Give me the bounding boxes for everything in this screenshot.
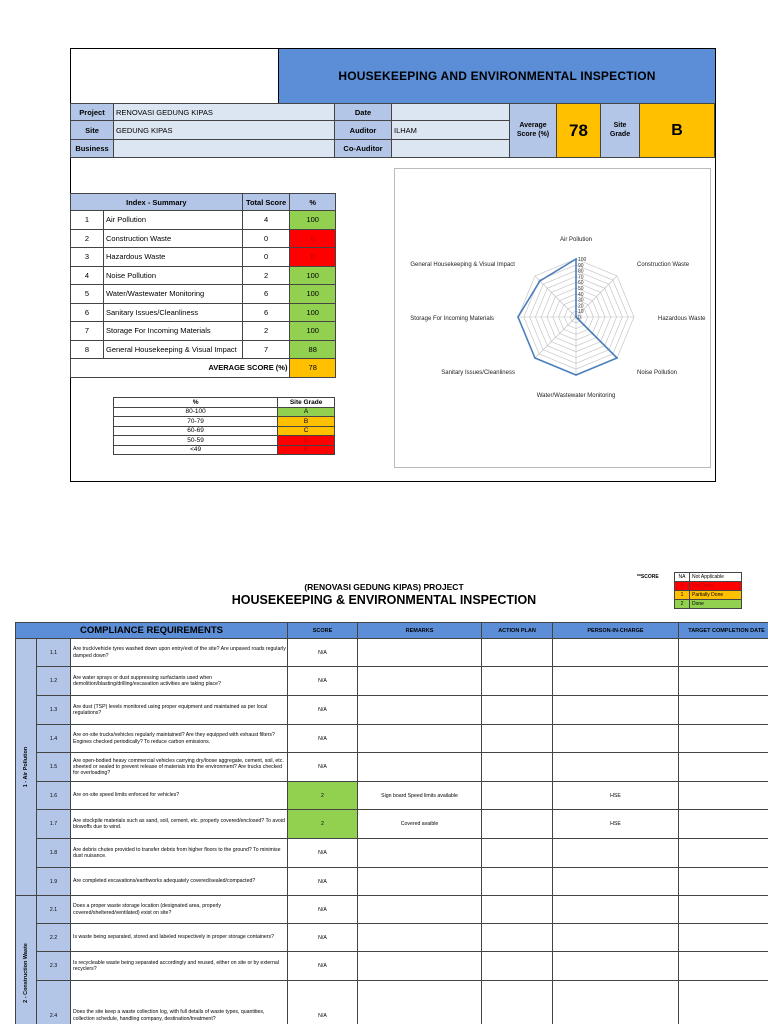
summary-header-pct: % <box>290 194 336 211</box>
person-in-charge-cell[interactable] <box>553 981 679 1024</box>
score-cell[interactable]: N/A <box>288 639 358 667</box>
grade-row <box>114 407 335 417</box>
legend-text: Not Done <box>690 582 742 591</box>
radar-axis-label: Water/Wastewater Monitoring <box>536 393 616 399</box>
summary-row <box>71 303 336 322</box>
target-date-cell[interactable] <box>679 924 768 952</box>
table-row <box>16 810 768 839</box>
target-date-cell[interactable] <box>679 896 768 924</box>
item-number: 1.5 <box>37 753 71 782</box>
summary-row-name: Construction Waste <box>104 229 243 248</box>
grade-range: 50-59 <box>114 436 278 446</box>
grade-row <box>114 417 335 427</box>
auditor-value[interactable]: ILHAM <box>391 120 510 140</box>
summary-row-score: 6 <box>242 303 290 322</box>
item-number: 1.4 <box>37 725 71 753</box>
radar-tick-label: 80 <box>578 268 584 275</box>
legend-key: NA <box>675 573 690 582</box>
score-cell[interactable]: 2 <box>288 782 358 810</box>
coauditor-label: Co-Auditor <box>334 139 392 158</box>
person-in-charge-cell[interactable] <box>553 725 679 753</box>
summary-header-index: Index - Summary <box>71 194 243 211</box>
grade-range: 80-100 <box>114 407 278 417</box>
summary-row-pct: 100 <box>290 211 336 230</box>
remarks-cell[interactable] <box>358 924 482 952</box>
summary-row-pct: 0 <box>290 229 336 248</box>
score-cell[interactable]: N/A <box>288 839 358 868</box>
summary-row-name: Sanitary Issues/Cleanliness <box>104 303 243 322</box>
action-plan-cell[interactable] <box>482 782 553 810</box>
item-number: 1.2 <box>37 667 71 696</box>
action-plan-cell[interactable] <box>482 753 553 782</box>
score-cell[interactable]: N/A <box>288 753 358 782</box>
summary-row <box>71 266 336 285</box>
legend-row <box>675 600 742 609</box>
radar-point <box>575 316 577 318</box>
requirement-text: Does a proper waste storage location (designated area, properly covered/sheltered/ventilated) exist on site? <box>71 896 288 924</box>
action-plan-cell[interactable] <box>482 924 553 952</box>
table-row <box>16 868 768 896</box>
score-cell[interactable]: N/A <box>288 952 358 981</box>
person-in-charge-cell[interactable] <box>553 696 679 725</box>
col-remarks: REMARKS <box>358 623 482 639</box>
radar-tick-label: 100 <box>578 257 587 263</box>
section-label-cell <box>16 639 37 896</box>
radar-tick-label: 20 <box>578 303 584 310</box>
business-label: Business <box>70 139 114 158</box>
summary-row-pct: 88 <box>290 340 336 359</box>
radar-point <box>539 280 541 282</box>
grade-header-pct: % <box>114 398 278 408</box>
section-label-cell <box>16 896 37 1024</box>
grade-scale-table <box>113 397 335 455</box>
score-legend-label: **SCORE <box>637 574 659 580</box>
score-cell[interactable]: N/A <box>288 667 358 696</box>
score-cell[interactable]: N/A <box>288 725 358 753</box>
radar-point <box>534 357 536 359</box>
average-score-value: 78 <box>556 103 601 158</box>
legend-text: Partially Done <box>690 591 742 600</box>
person-in-charge-cell[interactable] <box>553 753 679 782</box>
remarks-cell[interactable] <box>358 753 482 782</box>
coauditor-value[interactable] <box>391 139 510 158</box>
summary-row-number: 5 <box>71 285 104 304</box>
target-date-cell[interactable] <box>679 639 768 667</box>
requirement-text: Are stockpile materials such as sand, soil, cement, etc. properly covered/enclosed? To avoid blowoffs due to wind. <box>71 810 288 839</box>
table-row <box>16 839 768 868</box>
grade-row <box>114 445 335 455</box>
person-in-charge-cell[interactable]: HSE <box>553 782 679 810</box>
remarks-cell[interactable] <box>358 639 482 667</box>
summary-row-number: 4 <box>71 266 104 285</box>
item-number: 1.1 <box>37 639 71 667</box>
project-value[interactable]: RENOVASI GEDUNG KIPAS <box>113 103 335 121</box>
requirement-text: Are debris chutes provided to transfer debris from higher floors to the ground? To minimise dust nuisance. <box>71 839 288 868</box>
score-legend-table <box>674 572 742 609</box>
action-plan-cell[interactable] <box>482 896 553 924</box>
section-label: 1 - Air Pollution <box>23 746 29 788</box>
score-cell[interactable]: N/A <box>288 981 358 1024</box>
requirement-text: Is recycleable waste being separated accordingly and reused, either on site or by external recyclers? <box>71 952 288 981</box>
date-value[interactable] <box>391 103 510 121</box>
radar-tick-label: 0 <box>578 315 581 321</box>
remarks-cell[interactable] <box>358 981 482 1024</box>
radar-axis-label: Noise Pollution <box>637 370 678 377</box>
col-compliance-requirements: COMPLIANCE REQUIREMENTS <box>16 623 288 639</box>
table-row <box>16 896 768 924</box>
item-number: 1.3 <box>37 696 71 725</box>
business-value[interactable] <box>113 139 335 158</box>
radar-axis-label: Construction Waste <box>637 261 690 268</box>
target-date-cell[interactable] <box>679 753 768 782</box>
remarks-cell[interactable] <box>358 896 482 924</box>
item-number: 1.6 <box>37 782 71 810</box>
grade-row <box>114 426 335 436</box>
summary-row-pct: 100 <box>290 303 336 322</box>
target-date-cell[interactable] <box>679 981 768 1024</box>
person-in-charge-cell[interactable] <box>553 896 679 924</box>
radar-tick-label: 50 <box>578 286 584 292</box>
summary-row-number: 2 <box>71 229 104 248</box>
summary-row-name: General Housekeeping & Visual Impact <box>104 340 243 359</box>
grade-range: 60-69 <box>114 426 278 436</box>
action-plan-cell[interactable] <box>482 952 553 981</box>
radar-point <box>575 374 577 376</box>
action-plan-cell[interactable] <box>482 696 553 725</box>
table-row <box>16 981 768 1024</box>
summary-row-pct: 100 <box>290 266 336 285</box>
summary-row-score: 2 <box>242 266 290 285</box>
summary-row-score: 2 <box>242 322 290 341</box>
summary-header-total: Total Score <box>242 194 290 211</box>
summary-row-name: Hazardous Waste <box>104 248 243 267</box>
score-cell[interactable]: N/A <box>288 696 358 725</box>
average-score-row-label: AVERAGE SCORE (%) <box>71 359 290 378</box>
action-plan-cell[interactable] <box>482 839 553 868</box>
action-plan-cell[interactable] <box>482 810 553 839</box>
target-date-cell[interactable] <box>679 696 768 725</box>
remarks-cell[interactable] <box>358 868 482 896</box>
target-date-cell[interactable] <box>679 868 768 896</box>
summary-row-name: Noise Pollution <box>104 266 243 285</box>
col-person-in-charge: PERSON-IN-CHARGE <box>553 623 679 639</box>
section-label: 2 - Construction Waste <box>23 943 29 1003</box>
col-action-plan: ACTION PLAN <box>482 623 553 639</box>
radar-axis-label: Air Pollution <box>559 237 593 243</box>
score-cell[interactable]: N/A <box>288 896 358 924</box>
grade-letter: A <box>278 407 335 417</box>
table-row <box>16 639 768 667</box>
page2-project-line: (RENOVASI GEDUNG KIPAS) PROJECT <box>304 582 464 592</box>
action-plan-cell[interactable] <box>482 725 553 753</box>
summary-row <box>71 248 336 267</box>
target-date-cell[interactable] <box>679 952 768 981</box>
summary-row-name: Storage For Incoming Materials <box>104 322 243 341</box>
radar-point <box>517 316 519 318</box>
average-score-row-value: 78 <box>290 359 336 378</box>
summary-row-score: 6 <box>242 285 290 304</box>
legend-row <box>675 573 742 582</box>
remarks-cell[interactable] <box>358 696 482 725</box>
remarks-cell[interactable]: Sign board Speed limits available <box>358 782 482 810</box>
action-plan-cell[interactable] <box>482 981 553 1024</box>
grade-range: <49 <box>114 445 278 455</box>
summary-row-name: Water/Wastewater Monitoring <box>104 285 243 304</box>
item-number: 2.1 <box>37 896 71 924</box>
requirement-text: Does the site keep a waste collection log, with full details of waste types, quantities, collection schedule, handling company, destination/treatment? <box>71 981 288 1024</box>
grade-letter: C <box>278 426 335 436</box>
grade-letter: E <box>278 445 335 455</box>
action-plan-cell[interactable] <box>482 868 553 896</box>
score-cell[interactable]: 2 <box>288 810 358 839</box>
table-row <box>16 753 768 782</box>
legend-text: Not Applicable <box>690 573 742 582</box>
radar-point <box>616 357 618 359</box>
requirement-text: Are on-site trucks/vehicles regularly maintained? Are they equipped with exhaust filters? Engines checked periodically? To reduce carbon emissions. <box>71 725 288 753</box>
legend-key: 1 <box>675 591 690 600</box>
table-row <box>16 952 768 981</box>
target-date-cell[interactable] <box>679 667 768 696</box>
requirement-text: Are open-bodied heavy commercial vehicles carrying dry/loose aggregate, cement, soil, etc. sheeted or sealed to prevent release of materials into the environment? Are trucks checked for overloading? <box>71 753 288 782</box>
grade-row <box>114 436 335 446</box>
radar-tick-label: 70 <box>578 274 584 281</box>
legend-text: Done <box>690 600 742 609</box>
person-in-charge-cell[interactable] <box>553 868 679 896</box>
grade-letter: B <box>278 417 335 427</box>
summary-row <box>71 211 336 230</box>
legend-row <box>675 591 742 600</box>
person-in-charge-cell[interactable] <box>553 667 679 696</box>
compliance-table <box>15 622 768 1024</box>
summary-row <box>71 285 336 304</box>
item-number: 1.8 <box>37 839 71 868</box>
summary-row-number: 7 <box>71 322 104 341</box>
summary-row-pct: 100 <box>290 322 336 341</box>
remarks-cell[interactable]: Covered avaible <box>358 810 482 839</box>
report-title: HOUSEKEEPING AND ENVIRONMENTAL INSPECTION <box>279 49 715 103</box>
site-label: Site <box>70 120 114 140</box>
radar-chart-svg <box>395 169 712 469</box>
summary-row-score: 0 <box>242 248 290 267</box>
remarks-cell[interactable] <box>358 667 482 696</box>
item-number: 1.7 <box>37 810 71 839</box>
site-value[interactable]: GEDUNG KIPAS <box>113 120 335 140</box>
table-row <box>16 725 768 753</box>
site-grade-value: B <box>639 103 715 158</box>
summary-row-number: 3 <box>71 248 104 267</box>
summary-row <box>71 340 336 359</box>
item-number: 2.4 <box>37 981 71 1024</box>
summary-row <box>71 229 336 248</box>
radar-axis-label: Sanitary Issues/Cleanliness <box>441 370 515 377</box>
table-row <box>16 696 768 725</box>
summary-row-number: 1 <box>71 211 104 230</box>
site-grade-label: Site Grade <box>600 103 640 158</box>
summary-row-pct: 100 <box>290 285 336 304</box>
summary-row-name: Air Pollution <box>104 211 243 230</box>
grade-letter: D <box>278 436 335 446</box>
requirement-text: Are completed excavations/earthworks adequately covered/sealed/compacted? <box>71 868 288 896</box>
requirement-text: Are dust (TSP) levels monitored using proper equipment and maintained as per local regulations? <box>71 696 288 725</box>
table-row <box>16 924 768 952</box>
target-date-cell[interactable] <box>679 782 768 810</box>
grade-range: 70-79 <box>114 417 278 427</box>
score-cell[interactable]: N/A <box>288 868 358 896</box>
action-plan-cell[interactable] <box>482 639 553 667</box>
person-in-charge-cell[interactable] <box>553 952 679 981</box>
radar-tick-label: 30 <box>578 297 584 304</box>
col-score: SCORE <box>288 623 358 639</box>
person-in-charge-cell[interactable] <box>553 839 679 868</box>
col-target-date: TARGET COMPLETION DATE <box>679 623 768 639</box>
target-date-cell[interactable] <box>679 810 768 839</box>
legend-key: 0 <box>675 582 690 591</box>
item-number: 1.9 <box>37 868 71 896</box>
person-in-charge-cell[interactable] <box>553 924 679 952</box>
radar-tick-label: 40 <box>578 291 584 298</box>
summary-row-pct: 0 <box>290 248 336 267</box>
person-in-charge-cell[interactable] <box>553 639 679 667</box>
table-row <box>16 782 768 810</box>
radar-axis-label: Storage For Incoming Materials <box>410 316 494 322</box>
auditor-label: Auditor <box>334 120 392 140</box>
summary-row <box>71 322 336 341</box>
remarks-cell[interactable] <box>358 952 482 981</box>
action-plan-cell[interactable] <box>482 667 553 696</box>
remarks-cell[interactable] <box>358 725 482 753</box>
index-summary-table <box>70 193 336 378</box>
item-number: 2.3 <box>37 952 71 981</box>
project-label: Project <box>70 103 114 121</box>
grade-header-grade: Site Grade <box>278 398 335 408</box>
radar-axis-label: General Housekeeping & Visual Impact <box>410 261 515 268</box>
summary-row-number: 8 <box>71 340 104 359</box>
requirement-text: Are water sprays or dust suppressing surfactants used when demolition/blasting/drilling/excavation activities are taking place? <box>71 667 288 696</box>
score-cell[interactable]: N/A <box>288 924 358 952</box>
target-date-cell[interactable] <box>679 839 768 868</box>
radar-tick-label: 10 <box>578 309 584 316</box>
summary-row-score: 4 <box>242 211 290 230</box>
remarks-cell[interactable] <box>358 839 482 868</box>
radar-point <box>575 258 577 260</box>
radar-chart <box>394 168 711 468</box>
date-label: Date <box>334 103 392 121</box>
target-date-cell[interactable] <box>679 725 768 753</box>
requirement-text: Are on-site speed limits enforced for vehicles? <box>71 782 288 810</box>
summary-row-score: 7 <box>242 340 290 359</box>
average-score-label: Average Score (%) <box>509 103 557 158</box>
requirement-text: Is waste being separated, stored and labeled respectively in proper storage containers? <box>71 924 288 952</box>
table-row <box>16 667 768 696</box>
item-number: 2.2 <box>37 924 71 952</box>
requirement-text: Are truck/vehicle tyres washed down upon entry/exit of the site? Are unpaved roads regularly damped down? <box>71 639 288 667</box>
legend-key: 2 <box>675 600 690 609</box>
radar-tick-label: 90 <box>578 262 584 269</box>
radar-tick-label: 60 <box>578 280 584 287</box>
legend-row <box>675 582 742 591</box>
summary-row-score: 0 <box>242 229 290 248</box>
radar-axis-label: Hazardous Waste <box>658 316 706 322</box>
page2-title: HOUSEKEEPING & ENVIRONMENTAL INSPECTION <box>231 593 537 607</box>
summary-row-number: 6 <box>71 303 104 322</box>
person-in-charge-cell[interactable]: HSE <box>553 810 679 839</box>
